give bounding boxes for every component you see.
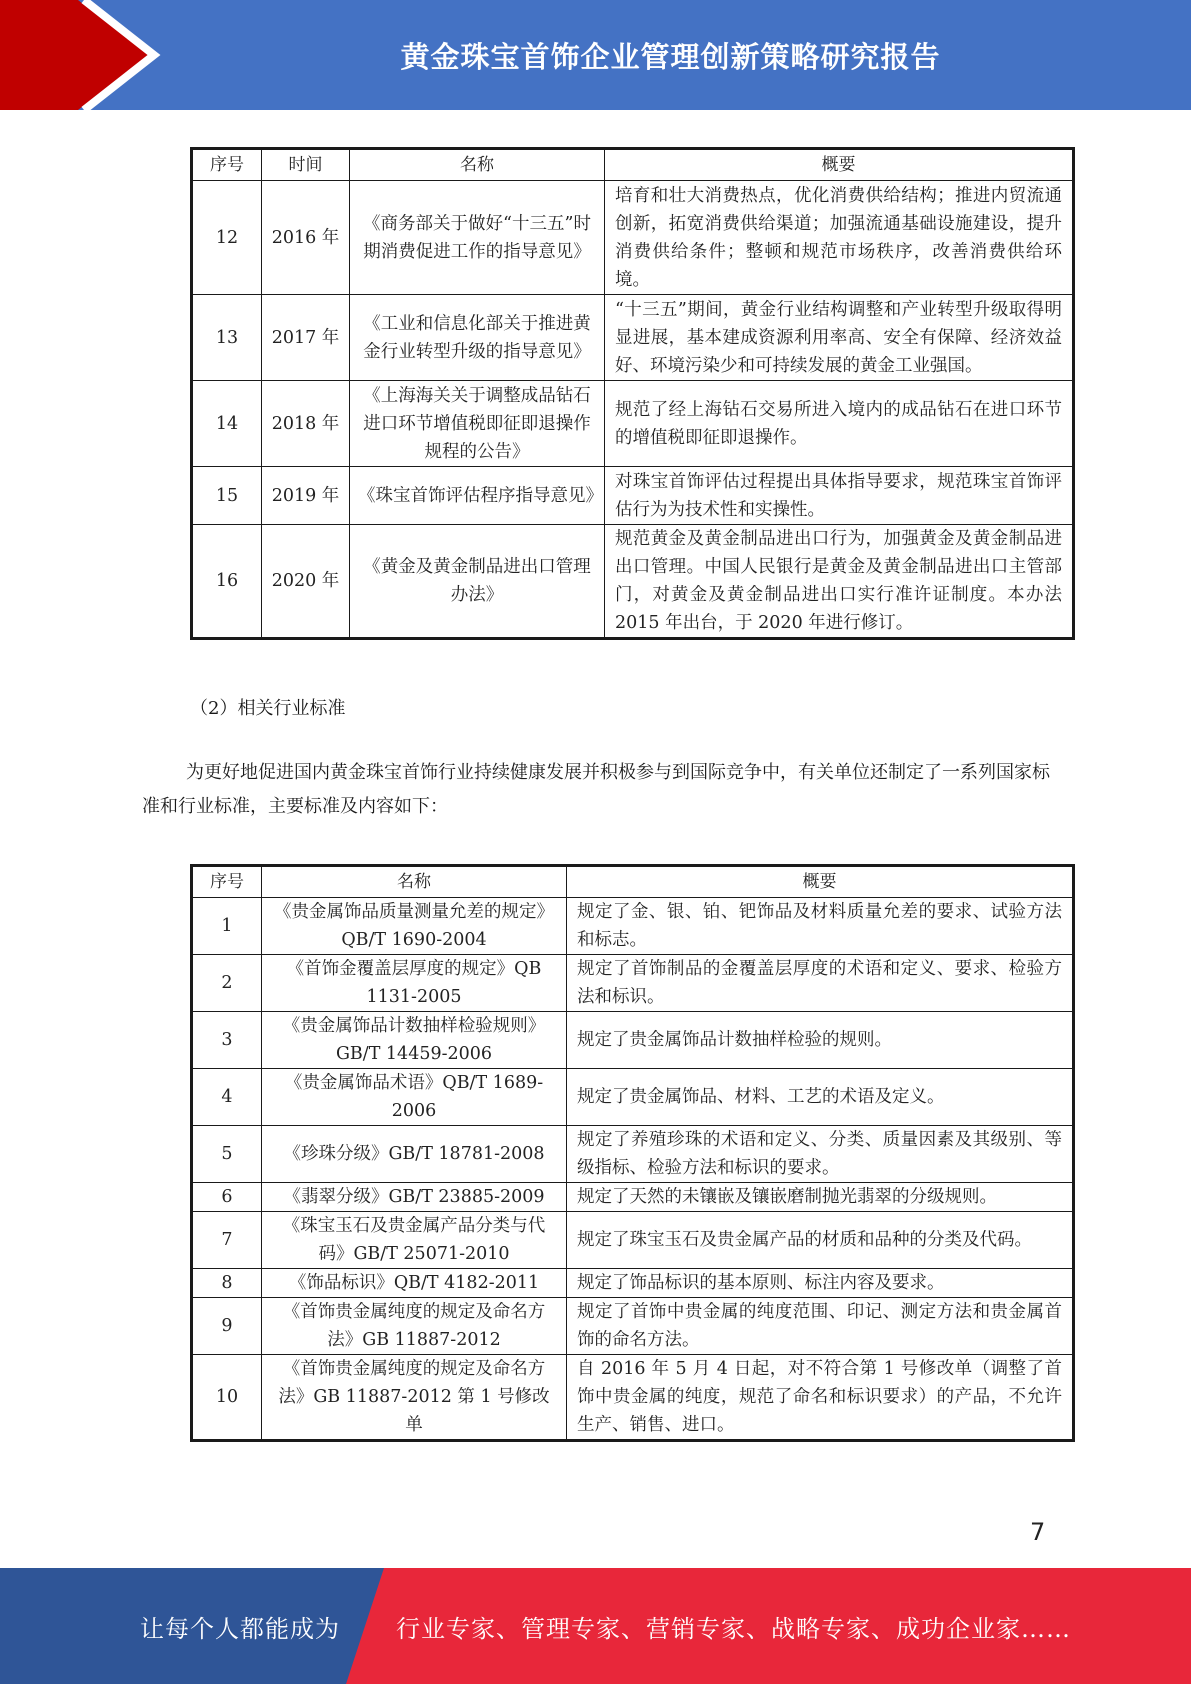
row-name: 《贵金属饰品术语》QB/T 1689-2006 — [262, 1069, 567, 1126]
row-name: 《工业和信息化部关于推进黄金行业转型升级的指导意见》 — [350, 295, 605, 381]
row-number: 13 — [192, 295, 262, 381]
row-name: 《黄金及黄金制品进出口管理办法》 — [350, 525, 605, 639]
row-name: 《首饰金覆盖层厚度的规定》QB 1131-2005 — [262, 955, 567, 1012]
table-row — [192, 525, 1074, 639]
row-number: 14 — [192, 381, 262, 467]
row-number: 6 — [192, 1183, 262, 1212]
table-row — [192, 1012, 1074, 1069]
row-number: 5 — [192, 1126, 262, 1183]
row-summary: 规定了首饰制品的金覆盖层厚度的术语和定义、要求、检验方法和标识。 — [567, 955, 1074, 1012]
row-year: 2020 年 — [262, 525, 350, 639]
column-header-no: 序号 — [192, 866, 262, 898]
row-name: 《珠宝首饰评估程序指导意见》 — [350, 467, 605, 525]
row-summary: 规定了贵金属饰品、材料、工艺的术语及定义。 — [567, 1069, 1074, 1126]
row-number: 12 — [192, 181, 262, 295]
row-summary: 规定了金、银、铂、钯饰品及材料质量允差的要求、试验方法和标志。 — [567, 898, 1074, 955]
table-row — [192, 1069, 1074, 1126]
row-number: 7 — [192, 1212, 262, 1269]
row-number: 9 — [192, 1298, 262, 1355]
standards-table — [190, 864, 1075, 1442]
body-paragraph: 为更好地促进国内黄金珠宝首饰行业持续健康发展并积极参与到国际竞争中，有关单位还制定了一系列国家标准和行业标准，主要标准及内容如下： — [142, 762, 1050, 817]
column-header-name: 名称 — [262, 866, 567, 898]
row-number: 1 — [192, 898, 262, 955]
row-name: 《首饰贵金属纯度的规定及命名方法》GB 11887-2012 第 1 号修改单 — [262, 1355, 567, 1441]
row-number: 3 — [192, 1012, 262, 1069]
row-summary: 对珠宝首饰评估过程提出具体指导要求，规范珠宝首饰评估行为为技术性和实操性。 — [605, 467, 1074, 525]
page-header — [0, 0, 1191, 110]
page-footer — [0, 1568, 1191, 1684]
report-title: 黄金珠宝首饰企业管理创新策略研究报告 — [400, 39, 941, 74]
row-summary: 规范了经上海钻石交易所进入境内的成品钻石在进口环节的增值税即征即退操作。 — [605, 381, 1074, 467]
row-summary: 规定了珠宝玉石及贵金属产品的材质和品种的分类及代码。 — [567, 1212, 1074, 1269]
policy-table — [190, 147, 1075, 640]
row-name: 《饰品标识》QB/T 4182-2011 — [262, 1269, 567, 1298]
table-row — [192, 1355, 1074, 1441]
row-year: 2018 年 — [262, 381, 350, 467]
row-summary: “十三五”期间，黄金行业结构调整和产业转型升级取得明显进展，基本建成资源利用率高、安全有保障、经济效益好、环境污染少和可持续发展的黄金工业强国。 — [605, 295, 1074, 381]
row-year: 2017 年 — [262, 295, 350, 381]
section-subheading: （2）相关行业标准 — [190, 698, 346, 719]
table-row — [192, 1183, 1074, 1212]
column-header-no: 序号 — [192, 149, 262, 181]
row-name: 《首饰贵金属纯度的规定及命名方法》GB 11887-2012 — [262, 1298, 567, 1355]
row-name: 《珠宝玉石及贵金属产品分类与代码》GB/T 25071-2010 — [262, 1212, 567, 1269]
table-header-row — [192, 866, 1074, 898]
row-name: 《贵金属饰品质量测量允差的规定》QB/T 1690-2004 — [262, 898, 567, 955]
row-summary: 规定了贵金属饰品计数抽样检验的规则。 — [567, 1012, 1074, 1069]
row-number: 15 — [192, 467, 262, 525]
row-summary: 规范黄金及黄金制品进出口行为，加强黄金及黄金制品进出口管理。中国人民银行是黄金及黄金制品进出口主管部门，对黄金及黄金制品进出口实行准许证制度。本办法 2015 年出台，于 2020 年进行修订。 — [605, 525, 1074, 639]
row-name: 《贵金属饰品计数抽样检验规则》GB/T 14459-2006 — [262, 1012, 567, 1069]
row-name: 《商务部关于做好“十三五”时期消费促进工作的指导意见》 — [350, 181, 605, 295]
table-row — [192, 381, 1074, 467]
column-header-summary: 概要 — [567, 866, 1074, 898]
row-year: 2016 年 — [262, 181, 350, 295]
table-row — [192, 898, 1074, 955]
row-summary: 培育和壮大消费热点，优化消费供给结构；推进内贸流通创新，拓宽消费供给渠道；加强流通基础设施建设，提升消费供给条件；整顿和规范市场秩序，改善消费供给环境。 — [605, 181, 1074, 295]
row-number: 8 — [192, 1269, 262, 1298]
row-number: 4 — [192, 1069, 262, 1126]
table-row — [192, 1126, 1074, 1183]
row-summary: 规定了饰品标识的基本原则、标注内容及要求。 — [567, 1269, 1074, 1298]
column-header-year: 时间 — [262, 149, 350, 181]
row-year: 2019 年 — [262, 467, 350, 525]
table-row — [192, 467, 1074, 525]
row-name: 《珍珠分级》GB/T 18781-2008 — [262, 1126, 567, 1183]
table-row — [192, 181, 1074, 295]
table-row — [192, 1269, 1074, 1298]
row-summary: 自 2016 年 5 月 4 日起，对不符合第 1 号修改单（调整了首饰中贵金属的纯度，规范了命名和标识要求）的产品，不允许生产、销售、进口。 — [567, 1355, 1074, 1441]
footer-slogan-left: 让每个人都能成为 — [140, 1614, 340, 1643]
column-header-summary: 概要 — [605, 149, 1074, 181]
row-summary: 规定了首饰中贵金属的纯度范围、印记、测定方法和贵金属首饰的命名方法。 — [567, 1298, 1074, 1355]
table-row — [192, 295, 1074, 381]
row-name: 《翡翠分级》GB/T 23885-2009 — [262, 1183, 567, 1212]
table-row — [192, 1212, 1074, 1269]
page-number: 7 — [1030, 1518, 1046, 1546]
row-number: 2 — [192, 955, 262, 1012]
row-number: 10 — [192, 1355, 262, 1441]
footer-slogan-right: 行业专家、管理专家、营销专家、战略专家、成功企业家…… — [396, 1614, 1071, 1643]
row-summary: 规定了养殖珍珠的术语和定义、分类、质量因素及其级别、等级指标、检验方法和标识的要求。 — [567, 1126, 1074, 1183]
table-row — [192, 1298, 1074, 1355]
row-number: 16 — [192, 525, 262, 639]
row-name: 《上海海关关于调整成品钻石进口环节增值税即征即退操作规程的公告》 — [350, 381, 605, 467]
column-header-name: 名称 — [350, 149, 605, 181]
table-header-row — [192, 149, 1074, 181]
table-row — [192, 955, 1074, 1012]
row-summary: 规定了天然的未镶嵌及镶嵌磨制抛光翡翠的分级规则。 — [567, 1183, 1074, 1212]
